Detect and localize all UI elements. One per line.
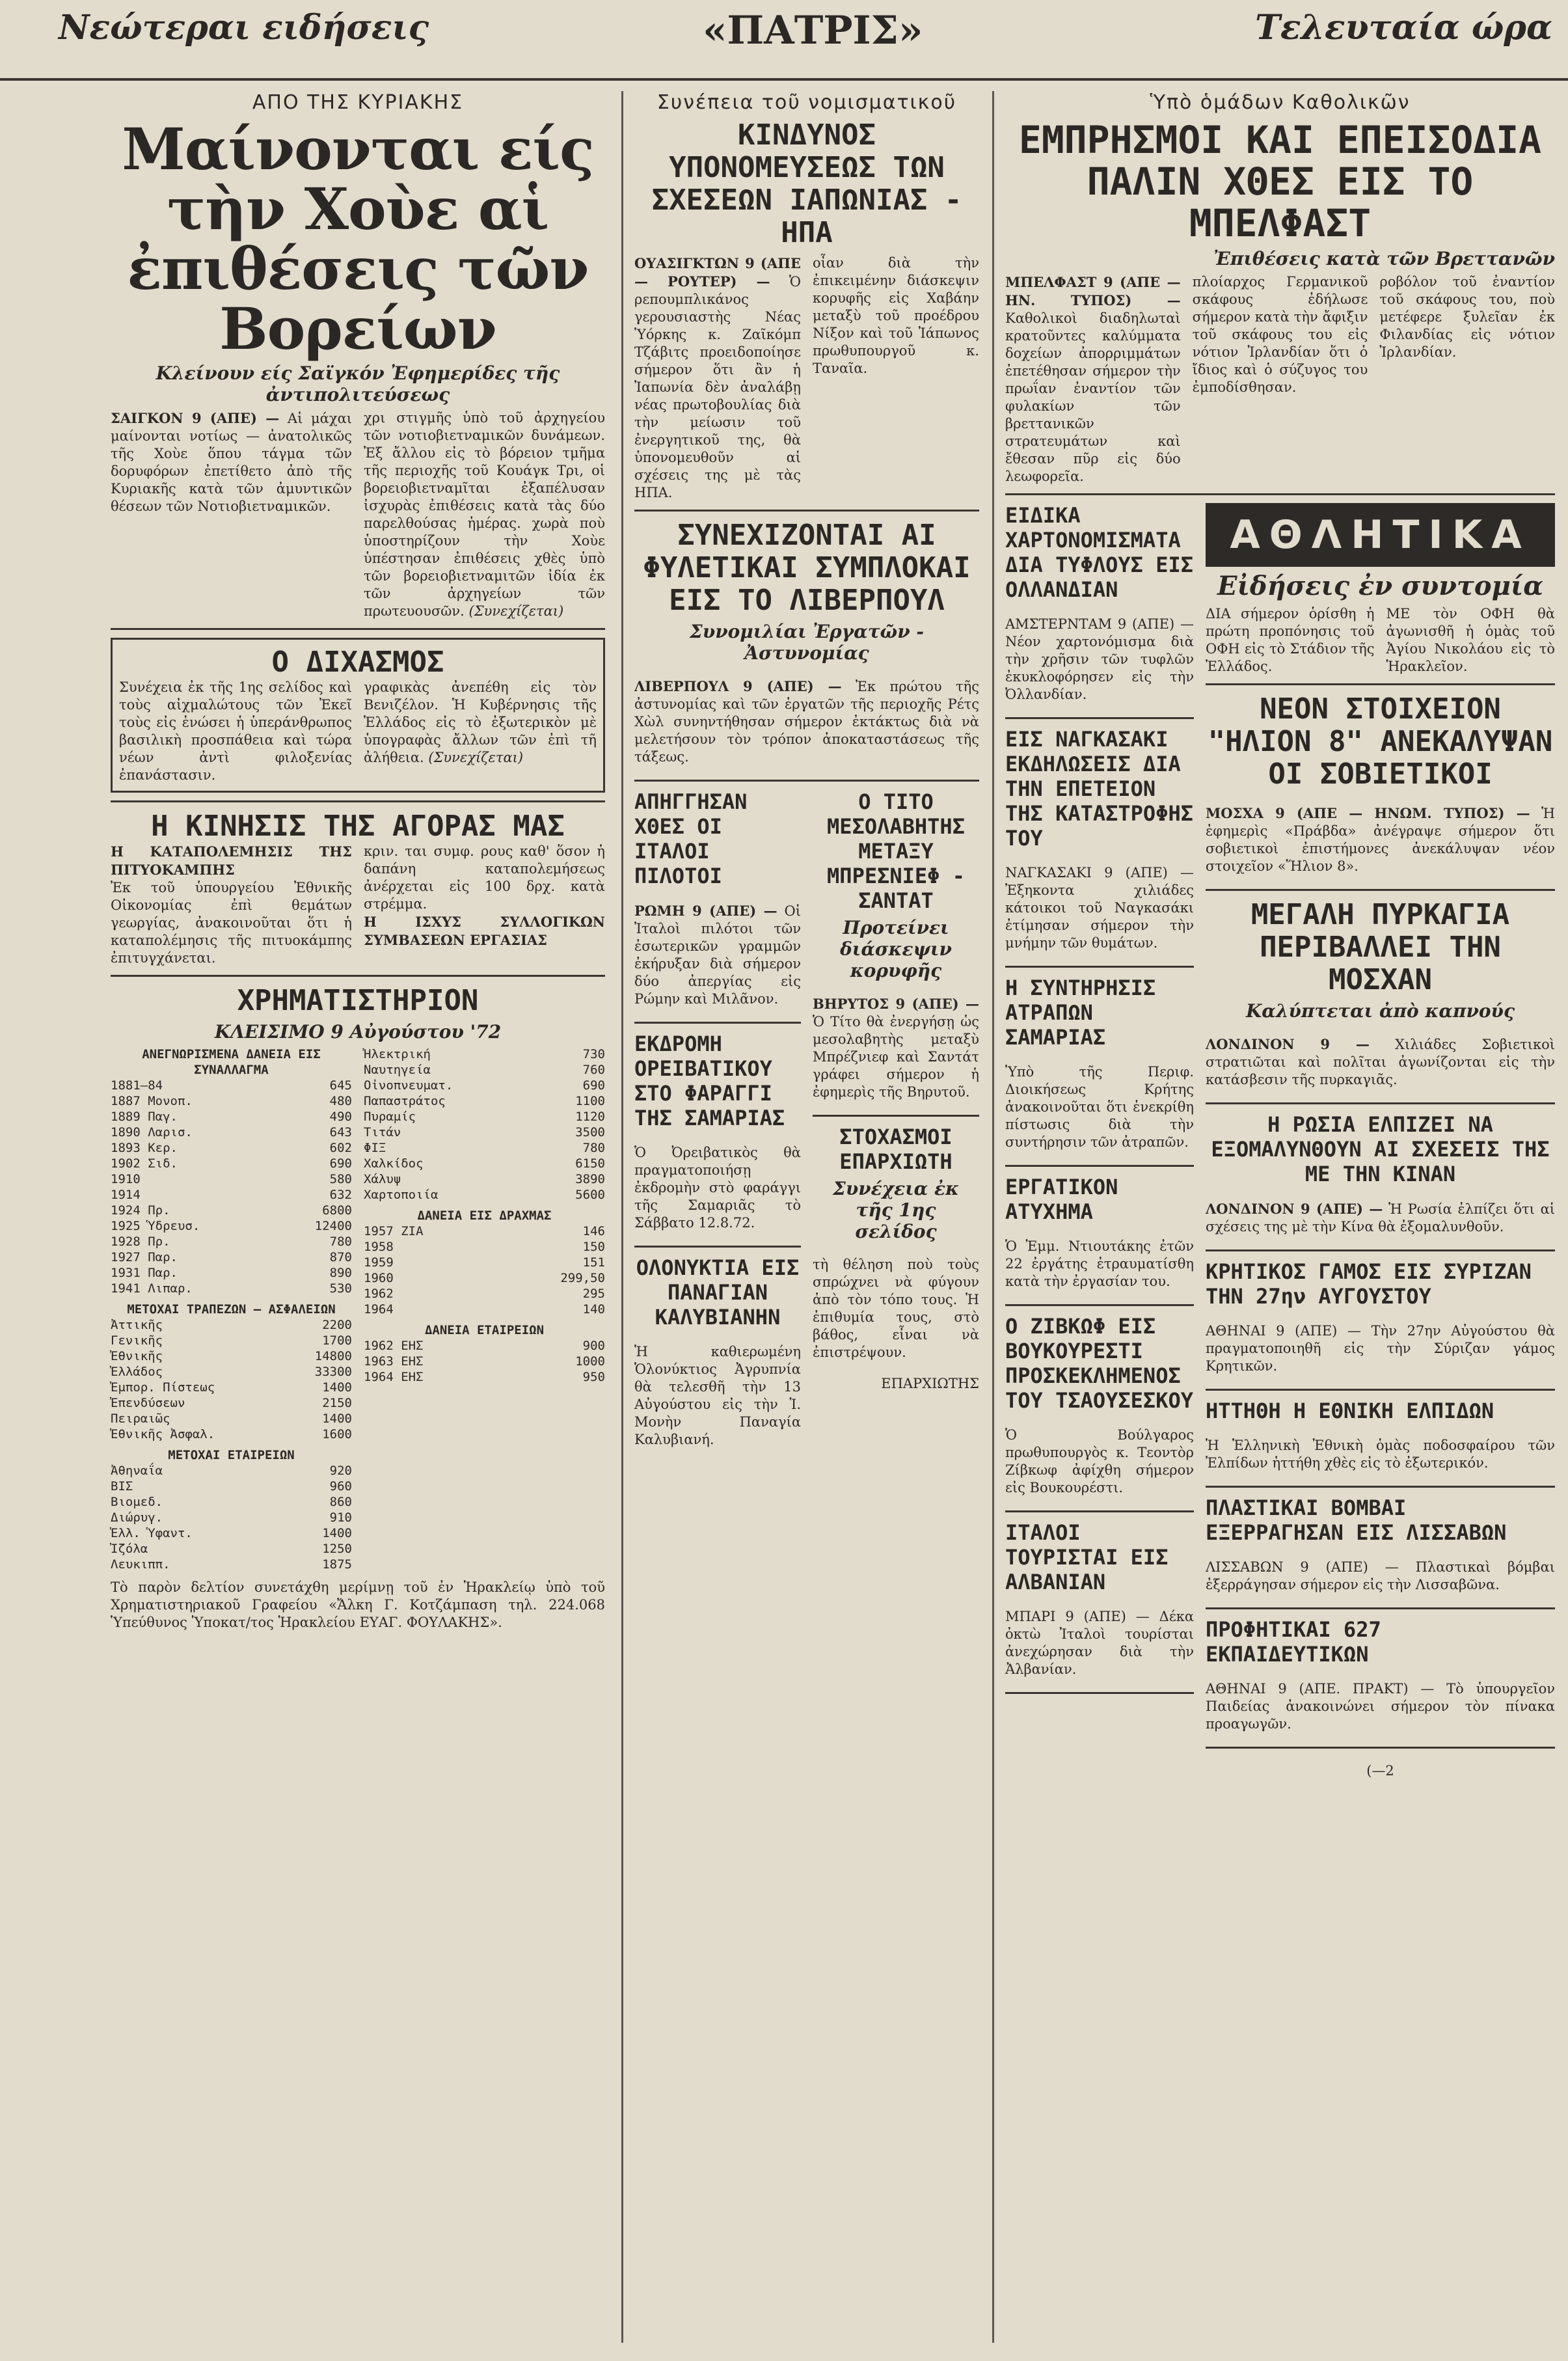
stock-name: Οἰνοπνευματ. bbox=[364, 1078, 453, 1093]
news-item bbox=[1005, 1520, 1194, 1694]
sport-banner: ΑΘΛΗΤΙΚΑ bbox=[1206, 503, 1555, 567]
news-item-text: ΛΙΣΣΑΒΩΝ 9 (ΑΠΕ) — Πλαστικαὶ βόμβαι ἐξερράγησαν σήμερον εἰς τὴν Λισσαβῶνα. bbox=[1206, 1559, 1555, 1592]
stock-name: 1959 bbox=[364, 1255, 394, 1270]
stock-name: 1889 Παγ. bbox=[111, 1110, 178, 1124]
stock-value: 5600 bbox=[575, 1188, 605, 1202]
story-text: Ἡ καθιερωμένη Ὁλονύκτιος Ἀγρυπνία θὰ τελεσθῆ τὴν 13 Αὐγούστου εἰς τὴν Ἱ. Μονὴν Παναγία Καλυβιανή. bbox=[634, 1344, 801, 1447]
divider bbox=[1005, 1165, 1194, 1167]
stock-value: 860 bbox=[329, 1495, 352, 1509]
stock-row bbox=[364, 1187, 605, 1203]
stock-row bbox=[111, 1156, 352, 1171]
story-kicker: Συνέπεια τοῦ νομισματικοῦ bbox=[656, 91, 957, 114]
news-item-headline: ΕΙΔΙΚΑ ΧΑΡΤΟΝΟΜΙΣΜΑΤΑ ΔΙΑ ΤΥΦΛΟΥΣ ΕΙΣ ΟΛΛΑΝΔΙΑΝ bbox=[1005, 503, 1193, 602]
story-text: Οἱ Ἰταλοὶ πιλότοι τῶν ἐσωτερικῶν γραμμῶν ἐκήρυξαν διὰ σήμερον δύο ἀπεργίας εἰς Ρώμην καὶ Μιλᾶνον. bbox=[634, 903, 801, 1007]
stock-list bbox=[364, 1223, 605, 1317]
news-item-text: ΑΜΣΤΕΡΝΤΑΜ 9 (ΑΠΕ) — Νέον χαρτονόμισμα διὰ τὴν χρῆσιν τῶν τυφλῶν ἐκυκλοφόρησεν εἰς τὴν Ὀλλανδίαν. bbox=[1005, 616, 1194, 702]
sport-text: ΜΕ τὸν ΟΦΗ θὰ ἀγωνισθῆ ἡ ὁμὰς τοῦ Ἀγίου Νικολάου εἰς τὸ Ἡρακλεῖον. bbox=[1386, 606, 1555, 674]
stock-value: 480 bbox=[329, 1094, 352, 1108]
stock-name: 1964 ΕΗΣ bbox=[364, 1370, 424, 1384]
story-text: Χιλιάδες Σοβιετικοὶ στρατιῶται καὶ πολῖται ἀγωνίζονται εἰς τὴν κατάσβεσιν τῆς πυρκαγιᾶς. bbox=[1206, 1037, 1555, 1087]
stock-row bbox=[111, 1364, 352, 1380]
divider bbox=[1206, 1486, 1555, 1488]
news-item bbox=[1206, 1617, 1555, 1749]
continued-note: (Συνεχίζεται) bbox=[468, 603, 564, 619]
news-item-headline: Ο ΖΙΒΚΩΦ ΕΙΣ ΒΟΥΚΟΥΡΕΣΤΙ ΠΡΟΣΚΕΚΛΗΜΕΝΟΣ ΤΟΥ ΤΣΑΟΥΣΕΣΚΟΥ bbox=[1005, 1314, 1193, 1413]
stock-name: 1924 Πρ. bbox=[111, 1203, 170, 1218]
left-column bbox=[111, 91, 605, 1645]
story-headline: ΝΕΟΝ ΣΤΟΙΧΕΙΟΝ "ΗΛΙΟΝ 8" ΑΝΕΚΑΛΥΨΑΝ ΟΙ ΣΟΒΙΕΤΙΚΟΙ bbox=[1208, 692, 1553, 791]
stock-name: Λευκιππ. bbox=[111, 1557, 170, 1572]
stock-name: 1910 bbox=[111, 1172, 141, 1186]
stock-name: Γενικῆς bbox=[111, 1333, 163, 1348]
divider bbox=[1206, 1747, 1555, 1749]
story-subheadline: Συνομιλίαι Ἐργατῶν - Ἀστυνομίας bbox=[689, 621, 925, 664]
divider bbox=[634, 1246, 801, 1248]
stock-name: Πειραιῶς bbox=[111, 1412, 170, 1426]
news-item bbox=[1206, 1495, 1555, 1609]
stock-name: ΦΙΞ bbox=[364, 1141, 386, 1155]
stock-name: Ἀθηναΐα bbox=[111, 1464, 163, 1478]
stock-list bbox=[111, 1078, 352, 1296]
stock-row bbox=[364, 1223, 605, 1239]
news-item-text: Ὁ Βούλγαρος πρωθυπουργὸς κ. Τεοντὸρ Ζίβκωφ ἀφίχθη σήμερον εἰς Βουκουρέστι. bbox=[1005, 1427, 1194, 1495]
masthead-right: Τελευταία ώρα bbox=[1255, 8, 1552, 48]
stock-row bbox=[111, 1265, 352, 1281]
divider bbox=[1206, 889, 1555, 891]
stock-value: 1700 bbox=[322, 1333, 352, 1348]
news-item bbox=[1206, 1399, 1555, 1488]
stock-value: 140 bbox=[582, 1302, 605, 1317]
stock-row bbox=[111, 1494, 352, 1510]
news-item-headline: ΙΤΑΛΟΙ ΤΟΥΡΙΣΤΑΙ ΕΙΣ ΑΛΒΑΝΙΑΝ bbox=[1005, 1520, 1169, 1594]
stock-row bbox=[111, 1187, 352, 1203]
right-news-list bbox=[1206, 1259, 1555, 1749]
stock-row bbox=[111, 1541, 352, 1557]
stock-value: 530 bbox=[329, 1281, 352, 1296]
story-headline: Ο ΤΙΤΟ ΜΕΣΟΛΑΒΗΤΗΣ ΜΕΤΑΞΥ ΜΠΡΕΣΝΙΕΦ - ΣΑΝΤΑΤ bbox=[827, 789, 965, 913]
stock-row bbox=[364, 1286, 605, 1302]
stock-name: 1925 Ὑδρευσ. bbox=[111, 1219, 200, 1233]
divider bbox=[813, 1115, 979, 1117]
stock-value: 490 bbox=[329, 1110, 352, 1124]
news-item-headline: ΗΤΤΗΘΗ Η ΕΘΝΙΚΗ ΕΛΠΙΔΩΝ bbox=[1206, 1399, 1494, 1423]
stock-row bbox=[364, 1270, 605, 1286]
stock-row bbox=[111, 1525, 352, 1541]
stock-name: 1962 ΕΗΣ bbox=[364, 1339, 424, 1353]
stock-name: 1893 Κερ. bbox=[111, 1141, 178, 1155]
divider bbox=[1005, 1692, 1194, 1694]
stock-row bbox=[364, 1078, 605, 1093]
stock-value: 6150 bbox=[575, 1156, 605, 1171]
masthead-left: Νεώτεραι ειδήσεις bbox=[59, 8, 429, 48]
stock-name: Πυραμίς bbox=[364, 1110, 416, 1124]
market-subtitle: Η ΙΣΧΥΣ ΣΥΛΛΟΓΙΚΩΝ ΣΥΜΒΑΣΕΩΝ ΕΡΓΑΣΙΑΣ bbox=[364, 914, 605, 948]
stock-row bbox=[111, 1479, 352, 1494]
stock-value: 870 bbox=[329, 1250, 352, 1264]
stock-value: 1100 bbox=[575, 1094, 605, 1108]
story-subheadline: Καλύπτεται ἀπὸ καπνούς bbox=[1245, 1000, 1515, 1022]
stock-value: 1120 bbox=[575, 1110, 605, 1124]
news-item-headline: ΠΡΟΦΗΤΙΚΑΙ 627 ΕΚΠΑΙΔΕΥΤΙΚΩΝ bbox=[1206, 1617, 1381, 1667]
stock-name: 1958 bbox=[364, 1240, 394, 1254]
stock-value: 602 bbox=[329, 1141, 352, 1155]
stock-name: Χαλκίδος bbox=[364, 1156, 424, 1171]
story-subheadline: Προτείνει διάσκεψιν κορυφῆς bbox=[840, 917, 952, 981]
dichasmos-text: γραφικὰς ἀνεπέθη εἰς τὸν Βενιζέλον. Ἡ Κυβέρνησις τῆς Ἑλλάδος εἰς τὸ ἐξωτερικὸν μὲ ὑπογραφὰς ἄλλων τῶν ἐπὶ τῆ ἀλήθεια. bbox=[364, 679, 597, 765]
stock-value: 900 bbox=[582, 1339, 605, 1353]
dateline: ΒΗΡΥΤΟΣ 9 (ΑΠΕ) — bbox=[813, 996, 979, 1012]
story-text: Ἡ Ρωσία ἐλπίζει ὅτι αἱ σχέσεις της μὲ τὴν Κίνα θὰ ἐξομαλυνθοῦν. bbox=[1206, 1201, 1555, 1235]
stock-value: 760 bbox=[582, 1063, 605, 1077]
news-item-text: ΑΘΗΝΑΙ 9 (ΑΠΕ) — Τὴν 27ην Αὐγούστου θὰ πραγματοποιηθῆ εἰς τὴν Σύριζαν γάμος Κρητικῶν. bbox=[1206, 1323, 1555, 1374]
story-text: χρι στιγμῆς ὑπὸ τοῦ ἀρχηγείου τῶν νοτιοβιετναμικῶν δυνάμεων. Ἐξ ἄλλου εἰς τὸ βόρειον τμῆμα τῆς περιοχῆς τοῦ Κουάγκ Τρι, οἱ βορειοβιετναμῖται ἐξαπέλυσαν ἰσχυρὰς ἐπιθέσεις κατὰ τὰς δύο παρελθούσας ἡμέρας. bbox=[364, 410, 605, 531]
divider bbox=[1005, 966, 1194, 968]
news-item bbox=[1005, 1314, 1194, 1512]
stock-value: 780 bbox=[329, 1235, 352, 1249]
story-text: χωρὰ ποὺ ὑποστηρίζουν τὴν Χοὺε ὑπέστησαν ἐπιθέσεις χθὲς ὑπὸ τῶν βορειοβιετναμιτῶν ἰδία ἐκ τῶν ἀρχηγείων τῶν πρωτευουσῶν. bbox=[364, 515, 605, 619]
story-headline: ΣΤΟΧΑΣΜΟΙ ΕΠΑΡΧΙΩΤΗ bbox=[839, 1125, 953, 1174]
story-headline: Μαίνονται είς τὴν Χοὺε αἱ ἐπιθέσεις τῶν Βορείων bbox=[122, 115, 594, 362]
stock-value: 950 bbox=[582, 1370, 605, 1384]
dateline: ΛΟΝΔΙΝΟΝ 9 — bbox=[1206, 1036, 1370, 1052]
stock-value: 12400 bbox=[314, 1219, 352, 1233]
story-headline: ΑΠΗΓΓΗΣΑΝ ΧΘΕΣ ΟΙ ΙΤΑΛΟΙ ΠΙΛΟΤΟΙ bbox=[634, 789, 748, 888]
stock-row bbox=[111, 1426, 352, 1442]
stock-row bbox=[111, 1171, 352, 1187]
stock-row bbox=[364, 1239, 605, 1255]
story-text: Ὁ Τίτο θὰ ἐνεργήσῃ ὡς μεσολαβητὴς μεταξὺ Μπρέζνιεφ καὶ Σαντάτ γράφει σήμερον ἡ ἐφημερὶς τῆς Βηρυτοῦ. bbox=[813, 1014, 979, 1100]
stock-row bbox=[364, 1062, 605, 1078]
stock-name: Ἀττικῆς bbox=[111, 1318, 163, 1332]
divider bbox=[111, 628, 605, 630]
story-text: Καθολικοὶ διαδηλωταὶ κρατοῦντες καλύμματα δοχείων ἀπορριμμάτων ἐπετέθησαν σήμερον τὴν πρωΐαν ἐναντίον τῶν φυλακίων τῶν βρεττανικῶν στρατευμάτων καὶ ἔθεσαν πῦρ εἰς δύο λεωφορεῖα. bbox=[1005, 310, 1181, 484]
stock-row bbox=[364, 1046, 605, 1062]
story-text: Ἐκ πρώτου τῆς ἀστυνομίας καὶ τῶν ἐργατῶν τῆς περιοχῆς Ρέτς Χὼλ συνηντήθησαν σήμερον ἐκτάκτως διὰ νὰ μελετήσουν τὸν τρόπον ἀποκαταστάσεως τῆς τάξεως. bbox=[634, 679, 979, 765]
news-item-headline: ΕΙΣ ΝΑΓΚΑΣΑΚΙ ΕΚΔΗΛΩΣΕΙΣ ΔΙΑ ΤΗΝ ΕΠΕΤΕΙΟΝ ΤΗΣ ΚΑΤΑΣΤΡΟΦΗΣ ΤΟΥ bbox=[1005, 727, 1193, 851]
stock-row bbox=[364, 1156, 605, 1171]
news-item-headline: ΕΡΓΑΤΙΚΟΝ ΑΤΥΧΗΜΑ bbox=[1005, 1175, 1118, 1224]
stock-value: 1600 bbox=[322, 1427, 352, 1441]
stock-name: 1881—84 bbox=[111, 1078, 163, 1093]
dichasmos-title: Ο ΔΙΧΑΣΜΟΣ bbox=[271, 646, 444, 679]
stock-value: 299,50 bbox=[560, 1271, 605, 1285]
stock-name: Ἐθνικῆς Ἀσφαλ. bbox=[111, 1427, 215, 1441]
divider bbox=[1206, 1102, 1555, 1104]
stock-name: Ἰζόλα bbox=[111, 1542, 148, 1556]
story-text: οἶαν διὰ τὴν ἐπικειμένην διάσκεψιν κορυφῆς εἰς Χαβάην μεταξὺ τοῦ προέδρου Νίξον καὶ τοῦ Ἰάπωνος πρωθυπουργοῦ κ. Ταναῖα. bbox=[813, 255, 979, 376]
story-kicker: ΑΠΟ ΤΗΣ ΚΥΡΙΑΚΗΣ bbox=[252, 91, 464, 114]
story-headline: ΕΜΠΡΗΣΜΟΙ ΚΑΙ ΕΠΕΙΣΟΔΙΑ ΠΑΛΙΝ ΧΘΕΣ ΕΙΣ ΤΟ ΜΠΕΛΦΑΣΤ bbox=[1018, 118, 1542, 245]
news-item-headline: ΚΡΗΤΙΚΟΣ ΓΑΜΟΣ ΕΙΣ ΣΥΡΙΖΑΝ ΤΗΝ 27ην ΑΥΓΟΥΣΤΟΥ bbox=[1206, 1259, 1532, 1309]
stock-row bbox=[364, 1338, 605, 1354]
stock-list bbox=[111, 1317, 352, 1442]
story-headline: ΣΥΝΕΧΙΖΟΝΤΑΙ ΑΙ ΦΥΛΕΤΙΚΑΙ ΣΥΜΠΛΟΚΑΙ ΕΙΣ ΤΟ ΛΙΒΕΡΠΟΥΛ bbox=[643, 519, 971, 617]
stock-value: 33300 bbox=[314, 1365, 352, 1379]
stock-row bbox=[364, 1093, 605, 1109]
stock-section-title: ΜΕΤΟΧΑΙ ΕΤΑΙΡΕΙΩΝ bbox=[168, 1448, 295, 1462]
stock-value: 890 bbox=[329, 1266, 352, 1280]
stock-name: 1962 bbox=[364, 1287, 394, 1301]
stock-name: Ναυτηγεία bbox=[364, 1063, 431, 1077]
stock-list bbox=[111, 1463, 352, 1572]
stock-name: Χάλυψ bbox=[364, 1172, 401, 1186]
stock-row bbox=[111, 1249, 352, 1265]
stock-row bbox=[111, 1234, 352, 1249]
stock-row bbox=[111, 1093, 352, 1109]
sport-text: ΔΙΑ σήμερον ὁρίσθη ἡ πρώτη προπόνησις τοῦ ΟΦΗ εἰς τὸ Στάδιον τῆς Ἐλλάδος. bbox=[1206, 606, 1375, 674]
page-footer-mark: (—2 bbox=[1366, 1763, 1394, 1779]
stock-row bbox=[111, 1218, 352, 1234]
stock-row bbox=[111, 1078, 352, 1093]
dateline: ΛΙΒΕΡΠΟΥΛ 9 (ΑΠΕ) — bbox=[634, 678, 842, 694]
stock-title: ΧΡΗΜΑΤΙΣΤΗΡΙΟΝ bbox=[237, 984, 479, 1017]
story-text: Ὁ Ὀρειβατικὸς θὰ πραγματοποιήσῃ ἐκδρομὴν στὸ φαράγγι τῆς Σαμαριᾶς τὸ Σάββατο 12.8.72. bbox=[634, 1145, 801, 1231]
news-item-text: Ὁ Ἐμμ. Ντιουτάκης ἐτῶν 22 ἐργάτης ἐτραυματίσθη κατὰ τὴν ἐργασίαν του. bbox=[1005, 1238, 1194, 1289]
stock-name: 1890 Λαρισ. bbox=[111, 1125, 193, 1140]
stock-name: Ἐπενδύσεων bbox=[111, 1396, 185, 1410]
market-title: Η ΚΙΝΗΣΙΣ ΤΗΣ ΑΓΟΡΑΣ ΜΑΣ bbox=[151, 810, 565, 843]
stock-value: 1875 bbox=[322, 1557, 352, 1572]
news-item-text: ΜΠΑΡΙ 9 (ΑΠΕ) — Δέκα ὀκτὼ Ἰταλοὶ τουρίσται ἀνεχώρησαν διὰ τὴν Ἀλβανίαν. bbox=[1005, 1609, 1194, 1677]
dateline: ΣΑΙΓΚΟΝ 9 (ΑΠΕ) — bbox=[111, 410, 280, 426]
stock-name: Παπαστράτος bbox=[364, 1094, 446, 1108]
stock-section-title: ΜΕΤΟΧΑΙ ΤΡΑΠΕΖΩΝ — ΑΣΦΑΛΕΙΩΝ bbox=[127, 1302, 336, 1317]
stock-row bbox=[364, 1302, 605, 1317]
stock-row bbox=[364, 1125, 605, 1140]
stock-section-title: ΔΑΝΕΙΑ ΕΙΣ ΔΡΑΧΜΑΣ bbox=[417, 1208, 552, 1223]
stock-row bbox=[111, 1395, 352, 1411]
stock-value: 295 bbox=[582, 1287, 605, 1301]
sport-subtitle: Εἰδήσεις ἐν συντομία bbox=[1217, 571, 1544, 601]
market-text: κριν. ται συμφ. ρους καθ' ὅσον ἡ δαπάνη καταπολεμήσεως ἀνέρχεται εἰς 100 δρχ. κατὰ στρέμμα. bbox=[364, 843, 605, 912]
story-text: πλοίαρχος Γερμανικοῦ σκάφους ἐδήλωσε σήμερον κατὰ τὴν ἄφιξιν τοῦ σκάφους του εἰς νότιον Ἰρλανδίαν ὅτι ὁ ἴδιος καὶ ὁ σύζυγος του ἐμποδίσθησαν. bbox=[1192, 274, 1368, 395]
divider bbox=[1206, 1249, 1555, 1251]
story-subheadline: Κλείνουν είς Σαϊγκόν Ἐφημερίδες τῆς ἀντιπολιτεύσεως bbox=[155, 362, 560, 405]
stock-value: 14800 bbox=[314, 1349, 352, 1363]
stock-row bbox=[111, 1317, 352, 1333]
stock-section-title: ΑΝΕΓΝΩΡΙΣΜΕΝΑ ΔΑΝΕΙΑ ΕΙΣ ΣΥΝΑΛΛΑΓΜΑ bbox=[142, 1047, 321, 1077]
news-item bbox=[1005, 503, 1194, 719]
stock-value: 960 bbox=[329, 1479, 352, 1494]
divider bbox=[111, 800, 605, 802]
divider bbox=[1005, 1510, 1194, 1512]
story-text: Αἱ μάχαι μαίνονται νοτίως — ἀνατολικῶς τῆς Χοὺε ὅπου τάγμα τῶν δορυφόρων ἐπετίθετο ἀπὸ τῆς Κυριακῆς κατὰ τῶν ἀμυντικῶν θέσεων τῶν Νοτιοβιετναμικῶν. bbox=[111, 411, 352, 514]
divider bbox=[111, 975, 605, 977]
stock-row bbox=[364, 1255, 605, 1270]
stock-list bbox=[364, 1338, 605, 1385]
stock-name: 1927 Παρ. bbox=[111, 1250, 178, 1264]
story-headline: ΜΕΓΑΛΗ ΠΥΡΚΑΓΙΑ ΠΕΡΙΒΑΛΛΕΙ ΤΗΝ ΜΟΣΧΑΝ bbox=[1250, 898, 1510, 996]
stock-name: 1887 Μονοπ. bbox=[111, 1094, 193, 1108]
stock-name: Ἐθνικῆς bbox=[111, 1349, 163, 1363]
news-item bbox=[1005, 1175, 1194, 1306]
divider bbox=[1206, 683, 1555, 685]
stock-row bbox=[111, 1140, 352, 1156]
masthead bbox=[0, 0, 1568, 81]
stock-name: 1963 ΕΗΣ bbox=[364, 1354, 424, 1369]
stock-value: 1000 bbox=[575, 1354, 605, 1369]
masthead-title: «ΠΑΤΡΙΣ» bbox=[703, 8, 923, 53]
news-item-text: Ἡ Ἑλληνικὴ Ἐθνικὴ ὁμὰς ποδοσφαίρου τῶν Ἐλπίδων ἡττήθη χθὲς εἰς τὸ ἐξωτερικόν. bbox=[1206, 1438, 1555, 1471]
dateline: ΡΩΜΗ 9 (ΑΠΕ) — bbox=[634, 903, 777, 919]
stock-row bbox=[364, 1109, 605, 1125]
stock-name: Ἐμπορ. Πίστεως bbox=[111, 1380, 215, 1395]
stock-name: Ἑλλ. Ὑφαντ. bbox=[111, 1526, 193, 1540]
stock-value: 1250 bbox=[322, 1542, 352, 1556]
stock-row bbox=[111, 1380, 352, 1395]
stock-value: 146 bbox=[582, 1224, 605, 1238]
stock-value: 2200 bbox=[322, 1318, 352, 1332]
news-item-headline: ΠΛΑΣΤΙΚΑΙ ΒΟΜΒΑΙ ΕΞΕΡΡΑΓΗΣΑΝ ΕΙΣ ΛΙΣΣΑΒΩΝ bbox=[1206, 1495, 1507, 1545]
story-text: Ἡ ἐφημερὶς «Πράβδα» ἀνέγραψε σήμερον ὅτι σοβιετικοὶ ἐπιστήμονες ἀνεκάλυψαν νέον στοιχεῖον «Ἥλιον 8». bbox=[1206, 806, 1555, 874]
stock-name: Διώρυγ. bbox=[111, 1510, 163, 1525]
news-item bbox=[1206, 1259, 1555, 1391]
stock-value: 150 bbox=[582, 1240, 605, 1254]
story-headline: ΕΚΔΡΟΜΗ ΟΡΕΙΒΑΤΙΚΟΥ ΣΤΟ ΦΑΡΑΓΓΙ ΤΗΣ ΣΑΜΑΡΙΑΣ bbox=[634, 1031, 785, 1130]
divider bbox=[634, 780, 979, 782]
divider bbox=[1206, 1607, 1555, 1609]
stock-date: ΚΛΕΙΣΙΜΟ 9 Αὐγούστου '72 bbox=[214, 1021, 502, 1043]
stock-value: 690 bbox=[329, 1156, 352, 1171]
hue-story bbox=[111, 91, 605, 620]
middle-column bbox=[634, 91, 979, 1462]
stock-name: 1960 bbox=[364, 1271, 394, 1285]
stock-value: 1400 bbox=[322, 1380, 352, 1395]
stock-name: Τιτάν bbox=[364, 1125, 401, 1140]
stock-row bbox=[111, 1203, 352, 1218]
stock-row bbox=[111, 1510, 352, 1525]
divider bbox=[1005, 717, 1194, 719]
news-item-text: Ὑπὸ τῆς Περιφ. Διοικήσεως Κρήτης ἀνακοινοῦται ὅτι ἐνεκρίθη πίστωσις διὰ τὴν συντήρησιν τῶν ἀτραπῶν. bbox=[1005, 1064, 1194, 1150]
story-headline: Η ΡΩΣΙΑ ΕΛΠΙΖΕΙ ΝΑ ΕΞΟΜΑΛΥΝΘΟΥΝ ΑΙ ΣΧΕΣΕΙΣ ΤΗΣ ΜΕ ΤΗΝ ΚΙΝΑΝ bbox=[1211, 1112, 1550, 1186]
news-item-text: ΝΑΓΚΑΣΑΚΙ 9 (ΑΠΕ) — Ἐξηκοντα χιλιάδες κάτοικοι τοῦ Ναγκασάκι ἐτίμησαν σήμερον τὴν μνήμην τῶν θυμάτων. bbox=[1005, 865, 1194, 951]
dateline: ΛΟΝΔΙΝΟΝ 9 (ΑΠΕ) — bbox=[1206, 1201, 1383, 1217]
stock-value: 780 bbox=[582, 1141, 605, 1155]
stock-name: 1964 bbox=[364, 1302, 394, 1317]
stock-list bbox=[364, 1046, 605, 1203]
column-rule bbox=[992, 91, 994, 2343]
stock-row bbox=[111, 1348, 352, 1364]
stock-name: Χαρτοποιία bbox=[364, 1188, 439, 1202]
stock-value: 920 bbox=[329, 1464, 352, 1478]
news-item-headline: Η ΣΥΝΤΗΡΗΣΙΣ ΑΤΡΑΠΩΝ ΣΑΜΑΡΙΑΣ bbox=[1005, 976, 1156, 1050]
stock-value: 690 bbox=[582, 1078, 605, 1093]
dichasmos-box bbox=[111, 638, 605, 793]
stock-row bbox=[111, 1281, 352, 1296]
stock-value: 151 bbox=[582, 1255, 605, 1270]
stock-value: 2150 bbox=[322, 1396, 352, 1410]
stock-row bbox=[111, 1333, 352, 1348]
divider bbox=[1005, 493, 1555, 495]
stock-value: 580 bbox=[329, 1172, 352, 1186]
story-text: Ὁ ρεπουμπλικάνος γερουσιαστὴς Νέας Ὑόρκης κ. Ζαῖκόμπ Τζάβιτς προειδοποίησε σήμερον ὅτι ἂν ἡ Ἰαπωνία δὲν ἀναλάβῃ νέας πρωτοβουλίας διὰ τὴν μείωσιν τοῦ ἐνεργητικοῦ της, θὰ ὑπονομευθοῦν αἱ σχέσεις της μὲ τὰς ΗΠΑ. bbox=[634, 274, 801, 500]
story-headline: ΚΙΝΔΥΝΟΣ ΥΠΟΝΟΜΕΥΣΕΩΣ ΤΩΝ ΣΧΕΣΕΩΝ ΙΑΠΩΝΙΑΣ - ΗΠΑ bbox=[651, 118, 962, 249]
stock-value: 910 bbox=[329, 1510, 352, 1525]
stock-value: 730 bbox=[582, 1047, 605, 1061]
news-item bbox=[1005, 976, 1194, 1167]
divider bbox=[1206, 1389, 1555, 1391]
side-news-list bbox=[1005, 503, 1194, 1794]
stock-name: 1902 Σιδ. bbox=[111, 1156, 178, 1171]
signature: ΕΠΑΡΧΙΩΤΗΣ bbox=[881, 1376, 979, 1391]
stock-name: ΒΙΣ bbox=[111, 1479, 133, 1494]
stock-value: 1400 bbox=[322, 1526, 352, 1540]
stock-row bbox=[364, 1171, 605, 1187]
stock-name: 1941 Λιπαρ. bbox=[111, 1281, 193, 1296]
market-text: Ἐκ τοῦ ὑπουργείου Ἐθνικῆς Οἰκονομίας ἐπὶ θεμάτων γεωργίας, ἀνακοινοῦται ὅτι ἡ καταπολέμησις τῆς πιτυοκάμπης ἐπιτυγχάνεται. bbox=[111, 880, 352, 966]
story-subheadline: Ἐπιθέσεις κατὰ τῶν Βρεττανῶν bbox=[1213, 248, 1555, 269]
stock-row bbox=[111, 1109, 352, 1125]
story-subheadline: Συνέχεια ἐκ τῆς 1ης σελίδος bbox=[833, 1178, 959, 1242]
stock-row bbox=[111, 1463, 352, 1479]
right-column bbox=[1005, 91, 1555, 1794]
stock-value: 645 bbox=[329, 1078, 352, 1093]
story-headline: ΟΛΟΝΥΚΤΙΑ ΕΙΣ ΠΑΝΑΓΙΑΝ ΚΑΛΥΒΙΑΝΗΝ bbox=[636, 1255, 800, 1330]
stock-value: 643 bbox=[329, 1125, 352, 1140]
stock-name: 1957 ΖΙΑ bbox=[364, 1224, 424, 1238]
continued-note: (Συνεχίζεται) bbox=[428, 750, 524, 765]
news-item-text: ΑΘΗΝΑΙ 9 (ΑΠΕ. ΠΡΑΚΤ) — Τὸ ὑπουργεῖον Παιδείας ἀνακοινώνει σήμερον τὸν πίνακα προαγωγῶν. bbox=[1206, 1681, 1555, 1732]
stock-row bbox=[364, 1140, 605, 1156]
stock-name: Βιομεδ. bbox=[111, 1495, 163, 1509]
divider bbox=[634, 510, 979, 512]
stock-name: Ἠλεκτρική bbox=[364, 1047, 431, 1061]
stock-row bbox=[364, 1354, 605, 1369]
story-text: τὴ θέληση ποὺ τοὺς σπρώχνει νὰ φύγουν ἀπὸ τὸν τόπο τους. Ἡ ἐπιθυμία τους, στὸ βάθος, εἶναι νὰ ἐπιστρέψουν. bbox=[813, 1257, 979, 1360]
stock-row bbox=[111, 1411, 352, 1426]
stock-name: 1928 Πρ. bbox=[111, 1235, 170, 1249]
dateline: ΟΥΑΣΙΓΚΤΩΝ 9 (ΑΠΕ — ΡΟΥΤΕΡ) — bbox=[634, 255, 801, 290]
news-item bbox=[1005, 727, 1194, 968]
stock-section bbox=[111, 985, 605, 1631]
stock-footer: Τὸ παρὸν δελτίον συνετάχθη μερίμνῃ τοῦ ἐν Ἡρακλείῳ ὑπὸ τοῦ Χρηματιστηριακοῦ Γραφείου «Ἄλκη Γ. Κοτζάμπαση τηλ. 224.068 Ὑπεύθυνος Ὑποκατ/τος Ἡρακλείου ΕΥΑΓ. ΦΟΥΛΑΚΗΣ». bbox=[111, 1579, 605, 1630]
market-subtitle: Η ΚΑΤΑΠΟΛΕΜΗΣΙΣ ΤΗΣ ΠΙΤΥΟΚΑΜΠΗΣ bbox=[111, 843, 352, 878]
divider bbox=[634, 1022, 801, 1024]
dateline: ΜΟΣΧΑ 9 (ΑΠΕ — ΗΝΩΜ. ΤΥΠΟΣ) — bbox=[1206, 805, 1530, 821]
stock-row bbox=[111, 1125, 352, 1140]
stock-section-title: ΔΑΝΕΙΑ ΕΤΑΙΡΕΙΩΝ bbox=[424, 1323, 545, 1337]
stock-row bbox=[364, 1369, 605, 1385]
dichasmos-text: Συνέχεια ἐκ τῆς 1ης σελίδος καὶ τοὺς αἰχμαλώτους τῶν Ἐκεῖ τοὺς εἰς ἑνώσει ἡ ὑπεράνθρωπος βασιλικὴ προσπάθεια καὶ τώρα νέων ἀντὶ φιλοξενίας ἐπανάστασιν. bbox=[119, 679, 352, 783]
column-rule bbox=[621, 91, 623, 2343]
story-text: ροβόλον τοῦ ἐναντίον τοῦ σκάφους του, ποὺ μετέφερε ξυλεῖαν ἐκ Φιλανδίας εἰς νότιον Ἰρλανδίαν. bbox=[1379, 274, 1556, 360]
divider bbox=[1005, 1304, 1194, 1306]
stock-value: 3890 bbox=[575, 1172, 605, 1186]
stock-value: 6800 bbox=[322, 1203, 352, 1218]
market-section bbox=[111, 810, 605, 967]
stock-value: 632 bbox=[329, 1188, 352, 1202]
stock-value: 3500 bbox=[575, 1125, 605, 1140]
stock-name: 1931 Παρ. bbox=[111, 1266, 178, 1280]
stock-value: 1400 bbox=[322, 1412, 352, 1426]
dateline: ΜΠΕΛΦΑΣΤ 9 (ΑΠΕ — ΗΝ. ΤΥΠΟΣ) — bbox=[1005, 274, 1181, 308]
stock-row bbox=[111, 1557, 352, 1572]
story-kicker: Ὑπὸ ὁμάδων Καθολικῶν bbox=[1150, 91, 1411, 114]
stock-name: Ἑλλάδος bbox=[111, 1365, 163, 1379]
stock-name: 1914 bbox=[111, 1188, 141, 1202]
